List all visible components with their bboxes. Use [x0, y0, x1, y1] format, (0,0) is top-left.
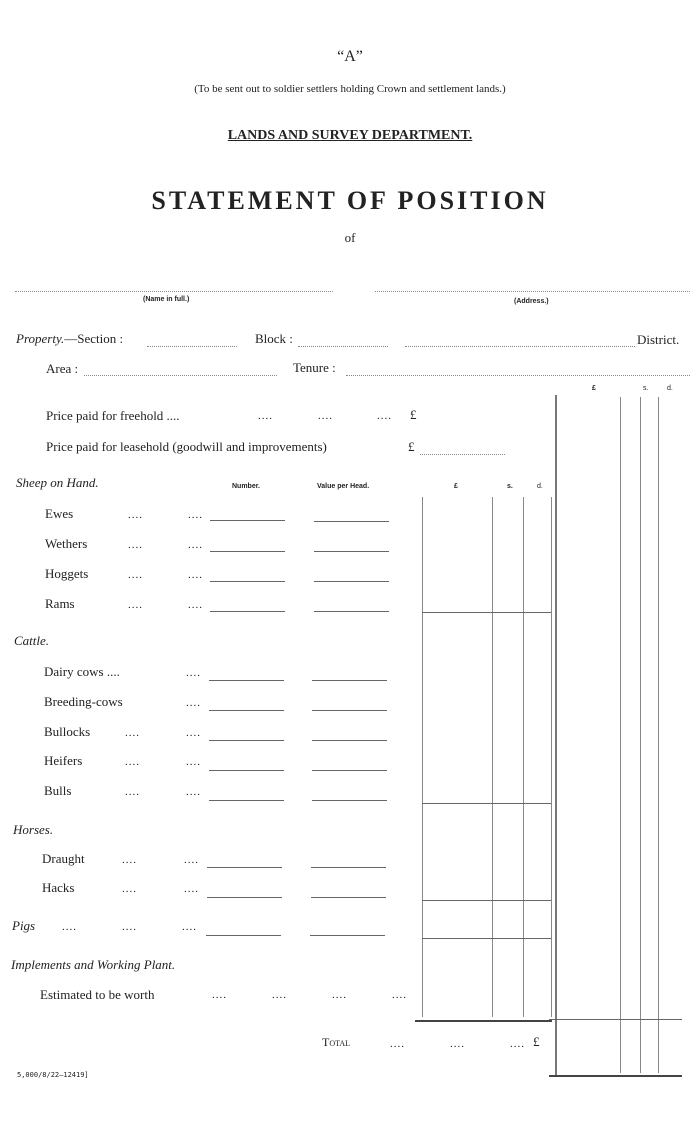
pigs-heading: Pigs: [12, 918, 36, 933]
row-dots: ....: [182, 921, 197, 933]
value-field[interactable]: [310, 935, 385, 936]
price-freehold-label: Price paid for freehold ....: [46, 408, 180, 423]
value-field[interactable]: [312, 710, 387, 711]
number-field[interactable]: [209, 710, 284, 711]
cattle-row-breeding-cows: Breeding-cows: [44, 694, 123, 709]
row-dots: ....: [122, 883, 137, 895]
row-dots: ....: [186, 667, 201, 679]
livestock-pounds-header: £: [454, 483, 458, 490]
name-caption: (Name in full.): [143, 296, 190, 303]
row-dots: ....: [186, 756, 201, 768]
row-dots: ....: [186, 786, 201, 798]
number-field[interactable]: [210, 551, 285, 552]
number-field[interactable]: [206, 935, 281, 936]
form-letter: “A”: [337, 48, 363, 65]
row-dots: ....: [212, 989, 227, 1001]
page-title: STATEMENT OF POSITION: [151, 186, 549, 215]
total-label: Total: [322, 1035, 351, 1049]
cattle-subtotal-rule: [422, 803, 551, 804]
tenure-label: Tenure :: [293, 360, 336, 375]
price-leasehold-field[interactable]: [420, 454, 505, 455]
row-dots: ....: [188, 599, 203, 611]
total-pound-sign: £: [533, 1034, 540, 1049]
livestock-column-pence: [551, 497, 552, 1017]
number-field[interactable]: [207, 867, 282, 868]
row-dots: ....: [510, 1038, 525, 1050]
row-dots: ....: [188, 569, 203, 581]
area-label: Area :: [46, 361, 79, 376]
horses-row-hacks: Hacks: [42, 880, 75, 895]
row-dots: ....: [186, 697, 201, 709]
price-leasehold-label: Price paid for leasehold (goodwill and improvements): [46, 439, 327, 454]
form-subtitle: (To be sent out to soldier settlers holding Crown and settlement lands.): [194, 83, 506, 95]
cattle-row-bullocks: Bullocks: [44, 724, 91, 739]
row-dots: ....: [188, 539, 203, 551]
number-field[interactable]: [207, 897, 282, 898]
rh-column-pence: [658, 397, 659, 1073]
row-dots: ....: [184, 854, 199, 866]
horses-subtotal-rule: [422, 900, 551, 901]
row-dots: ....: [125, 756, 140, 768]
price-freehold-dots-1: ....: [258, 410, 273, 422]
property-label: Property.—Section :: [16, 331, 124, 346]
value-field[interactable]: [314, 551, 389, 552]
tenure-field[interactable]: [346, 375, 690, 376]
row-dots: ....: [125, 786, 140, 798]
district-label: District.: [637, 332, 680, 347]
grand-total-bottom-rule: [549, 1075, 682, 1077]
livestock-column-pounds: [492, 497, 493, 1017]
rh-column-shillings: [640, 397, 641, 1073]
block-label: Block :: [255, 331, 293, 346]
row-dots: ....: [392, 989, 407, 1001]
row-dots: ....: [122, 921, 137, 933]
rh-column-pounds: [620, 397, 621, 1073]
row-dots: ....: [122, 854, 137, 866]
section-field[interactable]: [147, 346, 237, 347]
district-field[interactable]: [405, 346, 635, 347]
implements-heading: Implements and Working Plant.: [11, 957, 176, 972]
sheep-subtotal-rule: [422, 612, 551, 613]
number-field[interactable]: [209, 680, 284, 681]
value-field[interactable]: [312, 680, 387, 681]
price-freehold-dots-2: ....: [318, 410, 333, 422]
row-dots: ....: [128, 509, 143, 521]
number-field[interactable]: [210, 581, 285, 582]
rh-shillings-header: s.: [643, 385, 649, 392]
row-dots: ....: [186, 727, 201, 739]
row-dots: ....: [128, 569, 143, 581]
livestock-shillings-header: s.: [507, 483, 513, 490]
price-freehold-dots-3: ....: [377, 410, 392, 422]
row-dots: ....: [188, 509, 203, 521]
cattle-heading: Cattle.: [14, 633, 50, 648]
number-field[interactable]: [209, 800, 284, 801]
department-heading: LANDS AND SURVEY DEPARTMENT.: [227, 128, 473, 143]
sheep-row-ewes: Ewes: [45, 506, 74, 521]
cattle-row-bulls: Bulls: [44, 783, 72, 798]
livestock-column-left: [422, 497, 423, 1017]
value-field[interactable]: [312, 740, 387, 741]
implements-row: Estimated to be worth: [40, 987, 155, 1002]
value-field[interactable]: [314, 521, 389, 522]
livestock-pence-header: d.: [537, 483, 543, 490]
cattle-row-heifers: Heifers: [44, 753, 83, 768]
row-dots: ....: [332, 989, 347, 1001]
number-field[interactable]: [210, 520, 285, 521]
address-line[interactable]: [375, 291, 690, 292]
price-freehold-pound: £: [410, 407, 417, 422]
name-line[interactable]: [15, 291, 333, 292]
number-field[interactable]: [209, 740, 284, 741]
value-field[interactable]: [311, 867, 386, 868]
row-dots: ....: [128, 539, 143, 551]
row-dots: ....: [450, 1038, 465, 1050]
address-caption: (Address.): [514, 298, 549, 305]
rh-pounds-header: £: [592, 385, 596, 392]
sheep-row-wethers: Wethers: [45, 536, 88, 551]
value-field[interactable]: [312, 800, 387, 801]
value-column-header: Value per Head.: [317, 483, 370, 490]
rh-column-left: [555, 395, 557, 1077]
pigs-subtotal-rule: [422, 938, 551, 939]
number-field[interactable]: [209, 770, 284, 771]
horses-heading: Horses.: [13, 822, 54, 837]
value-field[interactable]: [311, 897, 386, 898]
value-field[interactable]: [314, 581, 389, 582]
row-dots: ....: [272, 989, 287, 1001]
number-field[interactable]: [210, 611, 285, 612]
cattle-row-dairy-cows: Dairy cows ....: [44, 664, 120, 679]
row-dots: ....: [128, 599, 143, 611]
livestock-column-shillings: [523, 497, 524, 1017]
row-dots: ....: [62, 921, 77, 933]
value-field[interactable]: [314, 611, 389, 612]
row-dots: ....: [390, 1038, 405, 1050]
number-column-header: Number.: [232, 483, 261, 490]
row-dots: ....: [184, 883, 199, 895]
sheep-row-hoggets: Hoggets: [45, 566, 89, 581]
block-field[interactable]: [298, 346, 388, 347]
price-leasehold-pound: £: [408, 439, 415, 454]
rh-pence-header: d.: [667, 385, 673, 392]
sheep-heading: Sheep on Hand.: [16, 475, 99, 490]
row-dots: ....: [125, 727, 140, 739]
area-field[interactable]: [84, 375, 277, 376]
sheep-row-rams: Rams: [45, 596, 75, 611]
livestock-total-rule: [415, 1020, 552, 1022]
value-field[interactable]: [312, 770, 387, 771]
footer-print-code: 5,000/8/22—12419]: [17, 1071, 89, 1079]
horses-row-draught: Draught: [42, 851, 85, 866]
of-label: of: [344, 230, 356, 245]
grand-total-top-rule: [549, 1019, 682, 1020]
